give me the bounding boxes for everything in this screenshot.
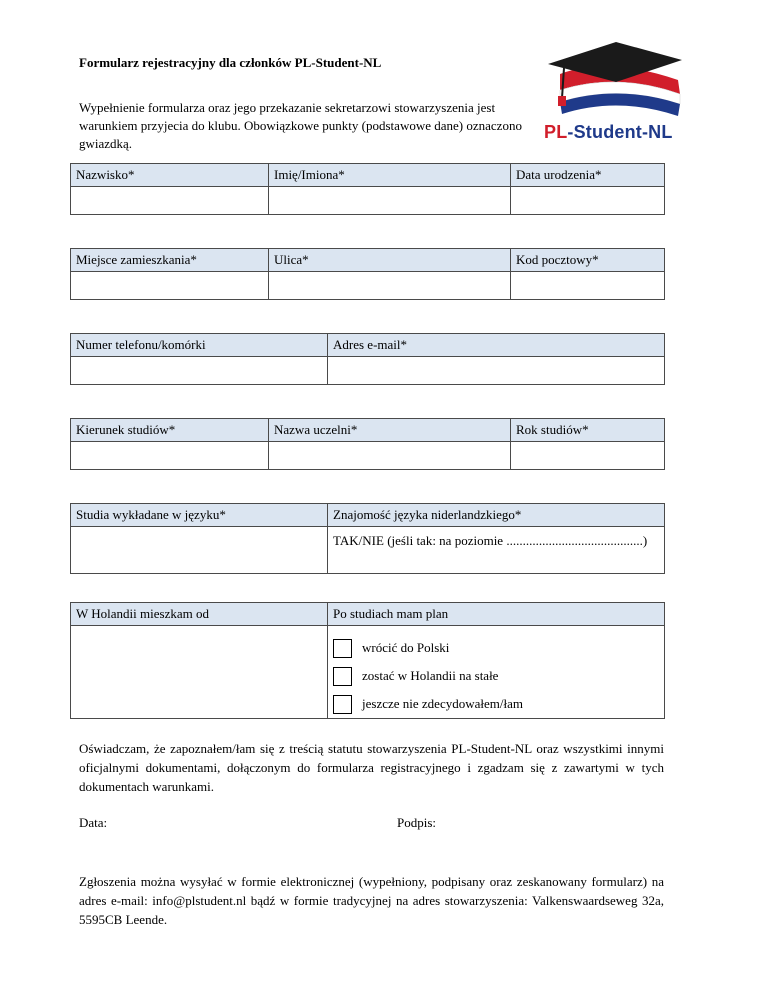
pl-student-nl-logo (538, 36, 688, 146)
plan-option-label: jeszcze nie zdecydowałem/łam (362, 696, 523, 711)
city-label: Miejsce zamieszkania* (71, 249, 269, 272)
checkbox-undecided[interactable] (333, 695, 352, 714)
email-field[interactable] (328, 357, 665, 385)
language-table (70, 503, 665, 574)
street-field[interactable] (269, 272, 511, 300)
birth-date-field[interactable] (511, 187, 665, 215)
study-year-label: Rok studiów* (511, 419, 665, 442)
logo-prefix: PL (544, 122, 568, 142)
signature-label: Podpis: (397, 815, 437, 830)
postal-code-label: Kod pocztowy* (511, 249, 665, 272)
living-since-field[interactable] (71, 626, 328, 719)
city-field[interactable] (71, 272, 269, 300)
phone-field[interactable] (71, 357, 328, 385)
postal-code-field[interactable] (511, 272, 665, 300)
intro-text: Wypełnienie formularza oraz jego przekazanie sekretarzowi stowarzyszenia jest warunkiem przyjecia do klubu. Obowiązkowe punkty (podstawowe dane) oznaczono gwiazdką. (79, 100, 522, 151)
form-title: Formularz rejestracyjny dla członków PL-Student-NL (79, 55, 382, 70)
checkbox-return-to-poland[interactable] (333, 639, 352, 658)
plan-option-undecided (333, 690, 659, 718)
email-label: Adres e-mail* (328, 334, 665, 357)
university-label: Nazwa uczelni* (269, 419, 511, 442)
plan-option-stay (333, 662, 659, 690)
study-year-field[interactable] (511, 442, 665, 470)
surname-field[interactable] (71, 187, 269, 215)
personal-data-table (70, 163, 665, 215)
plans-options (328, 626, 665, 719)
checkbox-stay-in-netherlands[interactable] (333, 667, 352, 686)
living-since-label: W Holandii mieszkam od (71, 603, 328, 626)
declaration-text: Oświadczam, że zapoznałem/łam się z treścią statutu stowarzyszenia PL-Student-NL oraz wszystkimi innymi oficjalnymi dokumentami, dołączonym do formularza registracyjnego i zgadzam się z zawartymi w tych dokumentach warunkami. (79, 741, 664, 794)
field-of-study-field[interactable] (71, 442, 269, 470)
study-language-field[interactable] (71, 527, 328, 574)
plan-option-label: zostać w Holandii na stałe (362, 668, 499, 683)
plans-label: Po studiach mam plan (328, 603, 665, 626)
dutch-knowledge-field[interactable] (328, 527, 665, 574)
plan-option-return (333, 634, 659, 662)
graduation-cap-flag-icon (538, 36, 688, 126)
logo-suffix: -Student-NL (567, 122, 673, 142)
plans-table (70, 602, 665, 719)
university-field[interactable] (269, 442, 511, 470)
study-language-label: Studia wykładane w języku* (71, 504, 328, 527)
dutch-knowledge-label: Znajomość języka niderlandzkiego* (328, 504, 665, 527)
first-names-field[interactable] (269, 187, 511, 215)
surname-label: Nazwisko* (71, 164, 269, 187)
studies-table (70, 418, 665, 470)
date-label: Data: (79, 815, 108, 830)
birth-date-label: Data urodzenia* (511, 164, 665, 187)
address-table (70, 248, 665, 300)
dutch-answer-text: TAK/NIE (jeśli tak: na poziomie ..........................................) (333, 533, 648, 548)
phone-label: Numer telefonu/komórki (71, 334, 328, 357)
submission-info-text: Zgłoszenia można wysyłać w formie elektronicznej (wypełniony, podpisany oraz zeskanowany formularz) na adres e-mail: info@plstudent.nl bądź w formie tradycyjnej na adres stowarzyszenia: Valkenswaardseweg 32a, 5595CB Leende. (79, 874, 664, 927)
logo-wordmark (544, 122, 673, 143)
plan-option-label: wrócić do Polski (362, 640, 450, 655)
field-of-study-label: Kierunek studiów* (71, 419, 269, 442)
first-names-label: Imię/Imiona* (269, 164, 511, 187)
street-label: Ulica* (269, 249, 511, 272)
contact-table (70, 333, 665, 385)
